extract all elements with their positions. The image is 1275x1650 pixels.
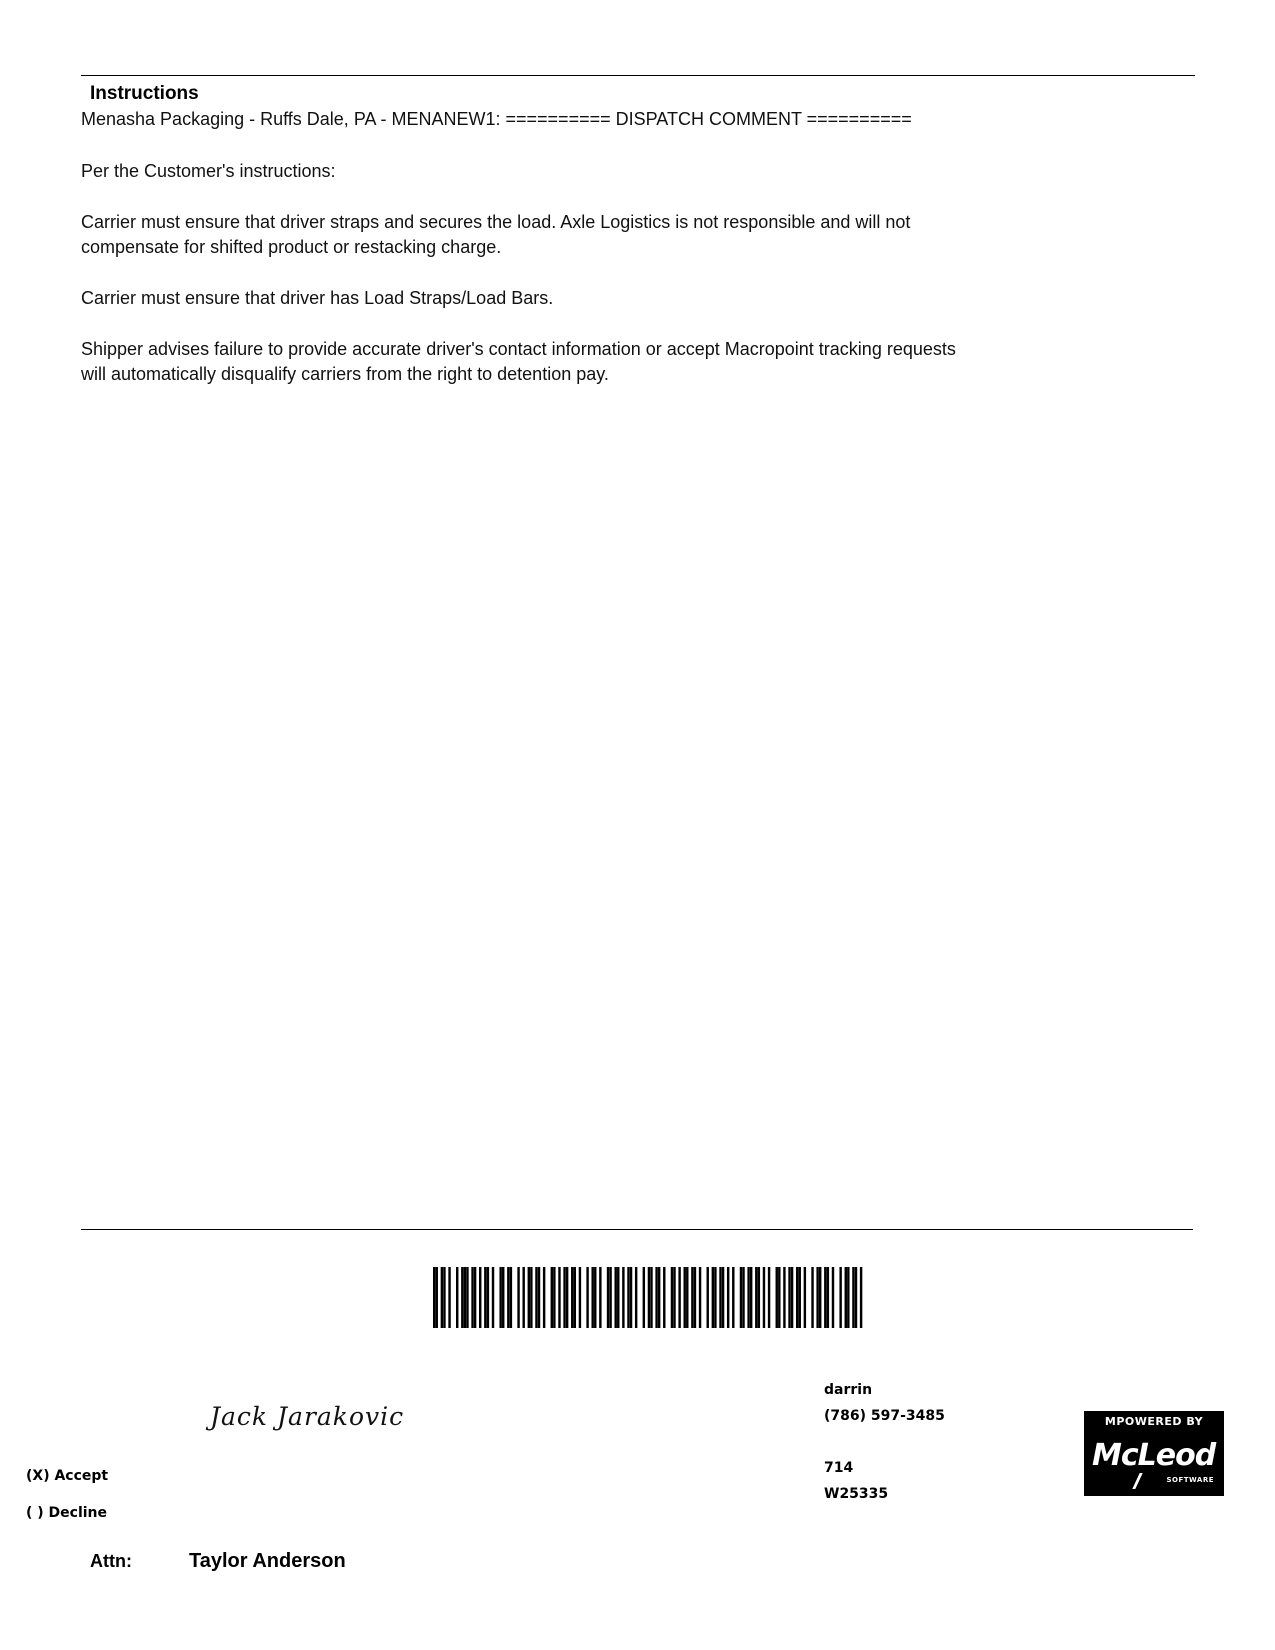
barcode-bar <box>852 1267 854 1328</box>
accept-option[interactable]: (X) Accept <box>26 1468 109 1484</box>
barcode-bar <box>479 1267 481 1328</box>
barcode-bar <box>471 1267 473 1328</box>
signature: Jack Jarakovic <box>210 1402 405 1431</box>
barcode-bar <box>530 1267 532 1328</box>
barcode-bar <box>832 1267 834 1328</box>
barcode-bar <box>768 1267 770 1328</box>
barcode-bar <box>648 1267 650 1328</box>
barcode-bar <box>448 1267 450 1328</box>
bottom-rule <box>81 1229 1193 1230</box>
barcode-bar <box>507 1267 509 1328</box>
barcode-bar <box>528 1267 530 1328</box>
barcode-bar <box>671 1267 673 1328</box>
barcode-bar <box>627 1267 629 1328</box>
barcode-bar <box>517 1267 519 1328</box>
barcode-bar <box>650 1267 652 1328</box>
detention-instruction-line1: Shipper advises failure to provide accurate driver's contact information or accept Macropoint tracking requests <box>81 339 956 359</box>
contact-name: darrin <box>824 1382 873 1398</box>
barcode-bar <box>499 1267 501 1328</box>
barcode-bar <box>673 1267 675 1328</box>
barcode-bar <box>617 1267 619 1328</box>
barcode-bar <box>571 1267 573 1328</box>
barcode-bar <box>750 1267 752 1328</box>
barcode-bar <box>433 1267 435 1328</box>
barcode-bar <box>492 1267 494 1328</box>
barcode-bar <box>827 1267 829 1328</box>
barcode-bar <box>538 1267 540 1328</box>
barcode-bar <box>740 1267 742 1328</box>
barcode-bar <box>845 1267 847 1328</box>
barcode-bar <box>614 1267 616 1328</box>
barcode <box>433 1267 865 1328</box>
logo-powered-by: MPOWERED BY <box>1104 1415 1204 1428</box>
barcode-bar <box>466 1267 468 1328</box>
barcode-bar <box>599 1267 601 1328</box>
barcode-bar <box>586 1267 588 1328</box>
barcode-bar <box>694 1267 696 1328</box>
barcode-bar <box>816 1267 818 1328</box>
barcode-bar <box>819 1267 821 1328</box>
barcode-bar <box>799 1267 801 1328</box>
barcode-bar <box>461 1267 463 1328</box>
customer-instructions-intro: Per the Customer's instructions: <box>81 161 336 181</box>
dispatch-comment-line: Menasha Packaging - Ruffs Dale, PA - MENANEW1: ========== DISPATCH COMMENT ========== <box>81 109 912 129</box>
instructions-heading: Instructions <box>90 83 199 104</box>
barcode-bar <box>707 1267 709 1328</box>
barcode-bar <box>714 1267 716 1328</box>
barcode-bar <box>594 1267 596 1328</box>
barcode-bar <box>607 1267 609 1328</box>
barcode-bar <box>635 1267 637 1328</box>
barcode-bar <box>643 1267 645 1328</box>
barcode-bar <box>551 1267 553 1328</box>
barcode-bar <box>443 1267 445 1328</box>
barcode-bar <box>630 1267 632 1328</box>
barcode-bar <box>776 1267 778 1328</box>
barcode-bar <box>609 1267 611 1328</box>
barcode-bar <box>436 1267 438 1328</box>
barcode-bar <box>484 1267 486 1328</box>
barcode-bar <box>788 1267 790 1328</box>
barcode-bar <box>535 1267 537 1328</box>
barcode-bar <box>663 1267 665 1328</box>
barcode-bar <box>502 1267 504 1328</box>
barcode-bar <box>860 1267 862 1328</box>
strap-instruction-line1: Carrier must ensure that driver straps and secures the load. Axle Logistics is not responsible and will not <box>81 212 911 232</box>
logo-brand: McLeod <box>1092 1438 1216 1473</box>
barcode-bar <box>464 1267 466 1328</box>
logo-software: SOFTWARE <box>1166 1476 1214 1484</box>
barcode-bar <box>686 1267 688 1328</box>
barcode-bar <box>755 1267 757 1328</box>
barcode-bar <box>622 1267 624 1328</box>
barcode-bar <box>658 1267 660 1328</box>
barcode-bar <box>804 1267 806 1328</box>
barcode-bar <box>763 1267 765 1328</box>
barcode-bar <box>778 1267 780 1328</box>
mcleod-logo <box>1084 1411 1224 1496</box>
barcode-bar <box>855 1267 857 1328</box>
barcode-bar <box>691 1267 693 1328</box>
barcode-bar <box>796 1267 798 1328</box>
barcode-bar <box>510 1267 512 1328</box>
barcode-bar <box>579 1267 581 1328</box>
barcode-bar <box>563 1267 565 1328</box>
strap-instruction-line2: compensate for shifted product or restacking charge. <box>81 237 502 257</box>
barcode-bar <box>441 1267 443 1328</box>
barcode-bar <box>719 1267 721 1328</box>
barcode-bar <box>574 1267 576 1328</box>
barcode-bar <box>566 1267 568 1328</box>
detention-instruction-line2: will automatically disqualify carriers from the right to detention pay. <box>81 364 609 384</box>
barcode-bar <box>684 1267 686 1328</box>
contact-code-714: 714 <box>824 1460 854 1476</box>
barcode-bar <box>758 1267 760 1328</box>
barcode-bar <box>543 1267 545 1328</box>
load-bars-instruction: Carrier must ensure that driver has Load Straps/Load Bars. <box>81 288 554 308</box>
barcode-bar <box>791 1267 793 1328</box>
barcode-bar <box>839 1267 841 1328</box>
barcode-bar <box>522 1267 524 1328</box>
barcode-bar <box>722 1267 724 1328</box>
barcode-bar <box>474 1267 476 1328</box>
contact-phone: (786) 597-3485 <box>824 1408 945 1424</box>
barcode-bar <box>699 1267 701 1328</box>
barcode-bar <box>742 1267 744 1328</box>
attn-label: Attn: <box>90 1551 132 1571</box>
barcode-bar <box>712 1267 714 1328</box>
attn-name: Taylor Anderson <box>189 1550 346 1572</box>
top-rule <box>81 75 1195 76</box>
barcode-bar <box>591 1267 593 1328</box>
decline-option[interactable]: ( ) Decline <box>26 1505 108 1521</box>
barcode-bar <box>732 1267 734 1328</box>
barcode-bar <box>847 1267 849 1328</box>
barcode-bar <box>678 1267 680 1328</box>
barcode-bar <box>655 1267 657 1328</box>
barcode-bar <box>811 1267 813 1328</box>
barcode-bar <box>824 1267 826 1328</box>
barcode-bar <box>727 1267 729 1328</box>
barcode-bar <box>558 1267 560 1328</box>
logo-slash-icon <box>1132 1473 1142 1489</box>
contact-code-w25335: W25335 <box>824 1486 889 1502</box>
barcode-bar <box>783 1267 785 1328</box>
barcode-bar <box>747 1267 749 1328</box>
barcode-bar <box>487 1267 489 1328</box>
barcode-bar <box>553 1267 555 1328</box>
barcode-bar <box>456 1267 458 1328</box>
